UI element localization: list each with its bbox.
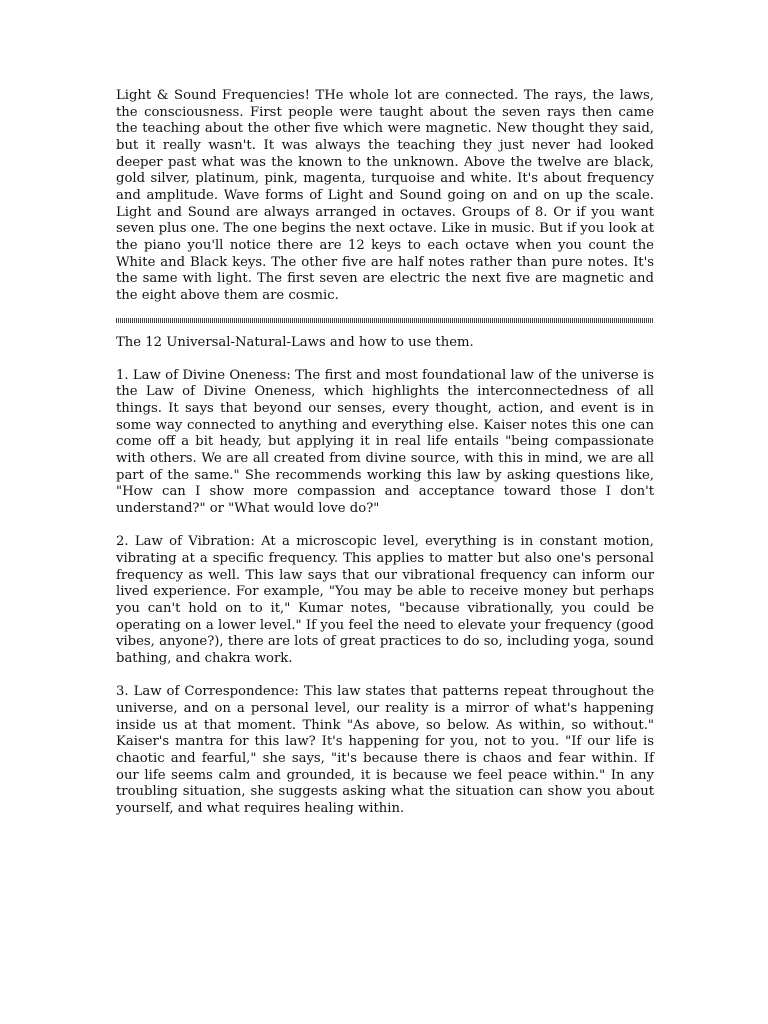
law-3-paragraph: 3. Law of Correspondence: This law states that patterns repeat throughout the universe, and on a personal level, our reality is a mirror of what's happening inside us at that moment. Think "As above, so below. As within, so without." Kaiser's mantra for this law? It's happening for you, not to you. "If our life is chaotic and fearful," she says, "it's because there is chaos and fear within. If our life seems calm and grounded, it is because we feel peace within." In any troubling situation, she suggests asking what the situation can show you about yourself, and what requires healing within.: [116, 684, 654, 816]
intro-paragraph: Light & Sound Frequencies! THe whole lot are connected. The rays, the laws, the consciousness. First people were taught about the seven rays then came the teaching about the other five which were magnetic. New thought they said, but it really wasn't. It was always the teaching they just never had looked deeper past what was the known to the unknown. Above the twelve are black, gold silver, platinum, pink, magenta, turquoise and white. It's about frequency and amplitude. Wave forms of Light and Sound going on and on up the scale. Light and Sound are always arranged in octaves. Groups of 8. Or if you want seven plus one. The one begins the next octave. Like in music. But if you look at the piano you'll notice there are 12 keys to each octave when you count the White and Black keys. The other five are half notes rather than pure notes. It's the same with light. The first seven are electric the next five are magnetic and the eight above them are cosmic.: [116, 88, 654, 303]
law-2-paragraph: 2. Law of Vibration: At a microscopic level, everything is in constant motion, vibrating at a specific frequency. This applies to matter but also one's personal frequency as well. This law says that our vibrational frequency can inform our lived experience. For example, "You may be able to receive money but perhaps you can't hold on to it," Kumar notes, "because vibrationally, you could be operating on a lower level." If you feel the need to elevate your frequency (good vibes, anyone?), there are lots of great practices to do so, including yoga, sound bathing, and chakra work.: [116, 534, 654, 666]
separator-line: [116, 318, 654, 323]
document-page: [116, 88, 654, 818]
section-heading: The 12 Universal-Natural-Laws and how to use them.: [116, 334, 474, 350]
law-1-paragraph: 1. Law of Divine Oneness: The first and most foundational law of the universe is the Law of Divine Oneness, which highlights the interconnectedness of all things. It says that beyond our senses, every thought, action, and event is in some way connected to anything and everything else. Kaiser notes this one can come off a bit heady, but applying it in real life entails "being compassionate with others. We are all created from divine source, with this in mind, we are all part of the same." She recommends working this law by asking questions like, "How can I show more compassion and acceptance toward those I don't understand?" or "What would love do?": [116, 367, 654, 517]
